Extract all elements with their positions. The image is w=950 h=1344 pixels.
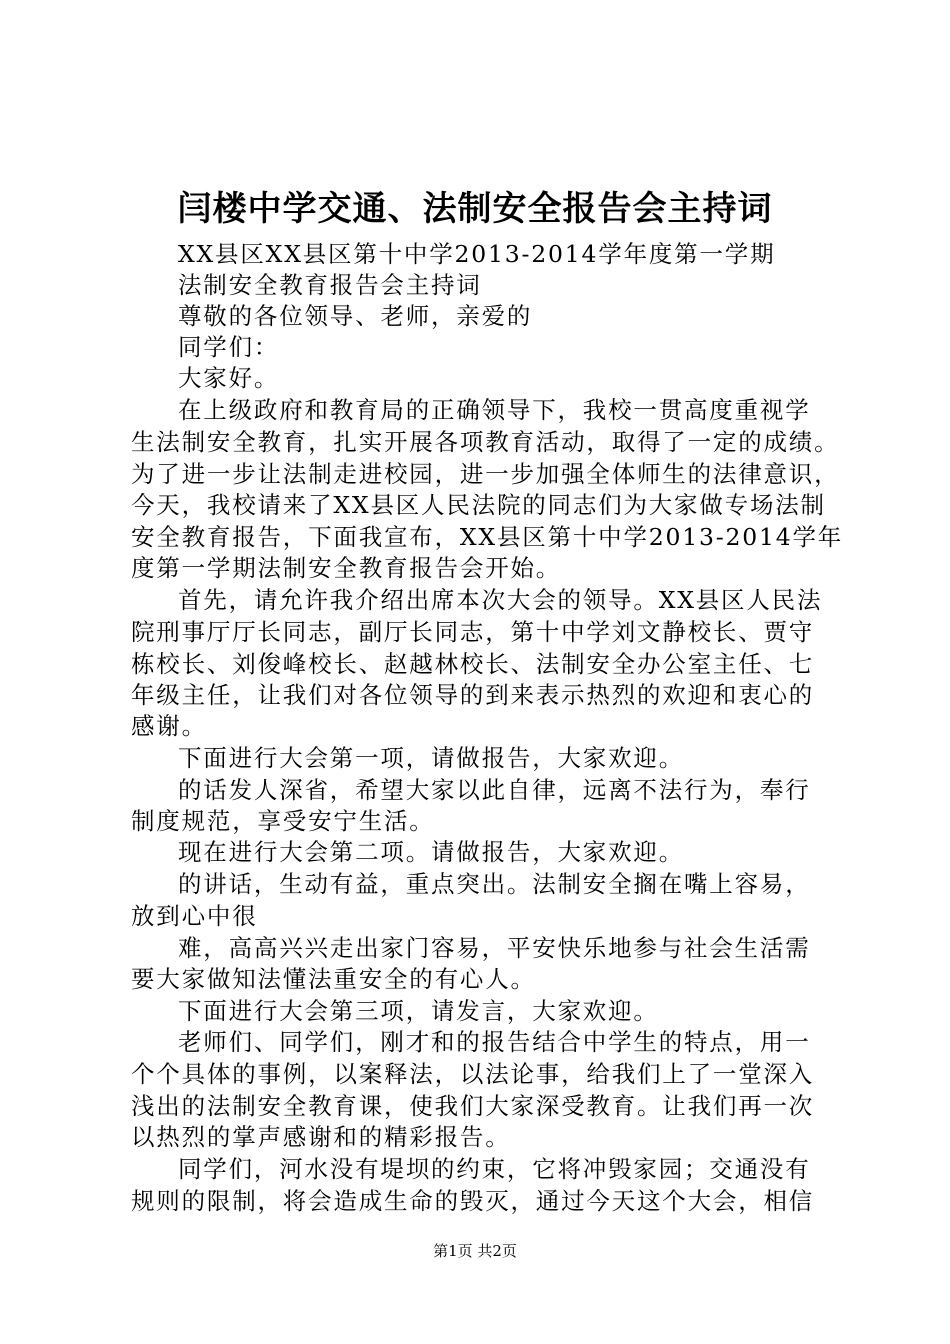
body-line: 下面进行大会第三项，请发言，大家欢迎。 (178, 997, 659, 1025)
body-line: 为了进一步让法制走进校园，进一步加强全体师生的法律意识， (131, 460, 840, 488)
body-line: 个个具体的事例，以案释法，以法论事，给我们上了一堂深入 (131, 1060, 815, 1088)
body-line: 现在进行大会第二项。请做报告，大家欢迎。 (178, 838, 684, 866)
body-line: 栋校长、刘俊峰校长、赵越林校长、法制安全办公室主任、七 (131, 650, 815, 678)
body-line: 放到心中很 (131, 902, 258, 930)
body-line: 生法制安全教育，扎实开展各项教育活动，取得了一定的成绩。 (131, 428, 840, 456)
body-line: 尊敬的各位领导、老师，亲爱的 (178, 302, 533, 330)
body-line: 以热烈的掌声感谢和的精彩报告。 (131, 1123, 511, 1151)
body-line: 下面进行大会第一项，请做报告，大家欢迎。 (178, 744, 684, 772)
body-line: XX县区XX县区第十中学2013-2014学年度第一学期 (178, 240, 776, 268)
body-line: 规则的限制，将会造成生命的毁灭，通过今天这个大会，相信 (131, 1187, 815, 1215)
body-line: 度第一学期法制安全教育报告会开始。 (131, 554, 562, 582)
page-footer: 第1页 共2页 (433, 1242, 517, 1260)
body-line: 在上级政府和教育局的正确领导下，我校一贯高度重视学 (178, 396, 811, 424)
body-line: 院刑事厅厅长同志，副厅长同志，第十中学刘文静校长、贾守 (131, 618, 815, 646)
body-line: 老师们、同学们，刚才和的报告结合中学生的特点，用一 (178, 1028, 811, 1056)
body-line: 法制安全教育报告会主持词 (178, 271, 482, 299)
body-line: 感谢。 (131, 712, 207, 740)
body-line: 浅出的法制安全教育课，使我们大家深受教育。让我们再一次 (131, 1092, 815, 1120)
body-line: 今天，我校请来了XX县区人民法院的同志们为大家做专场法制 (131, 491, 826, 519)
body-line: 同学们： (178, 333, 280, 361)
body-line: 制度规范，享受安宁生活。 (131, 807, 435, 835)
body-line: 的话发人深省，希望大家以此自律，远离不法行为，奉行 (178, 776, 811, 804)
body-line: 同学们，河水没有堤坝的约束，它将冲毁家园；交通没有 (178, 1155, 811, 1183)
body-line: 的讲话，生动有益，重点突出。法制安全搁在嘴上容易， (178, 870, 811, 898)
body-line: 要大家做知法懂法重安全的有心人。 (131, 965, 536, 993)
document-title: 闫楼中学交通、法制安全报告会主持词 (177, 189, 773, 229)
body-line: 首先，请允许我介绍出席本次大会的领导。XX县区人民法 (178, 586, 823, 614)
body-line: 年级主任，让我们对各位领导的到来表示热烈的欢迎和衷心的 (131, 681, 815, 709)
body-line: 难，高高兴兴走出家门容易，平安快乐地参与社会生活需 (178, 934, 811, 962)
body-line: 安全教育报告，下面我宣布，XX县区第十中学2013-2014学年 (131, 523, 844, 551)
body-line: 大家好。 (178, 364, 280, 392)
